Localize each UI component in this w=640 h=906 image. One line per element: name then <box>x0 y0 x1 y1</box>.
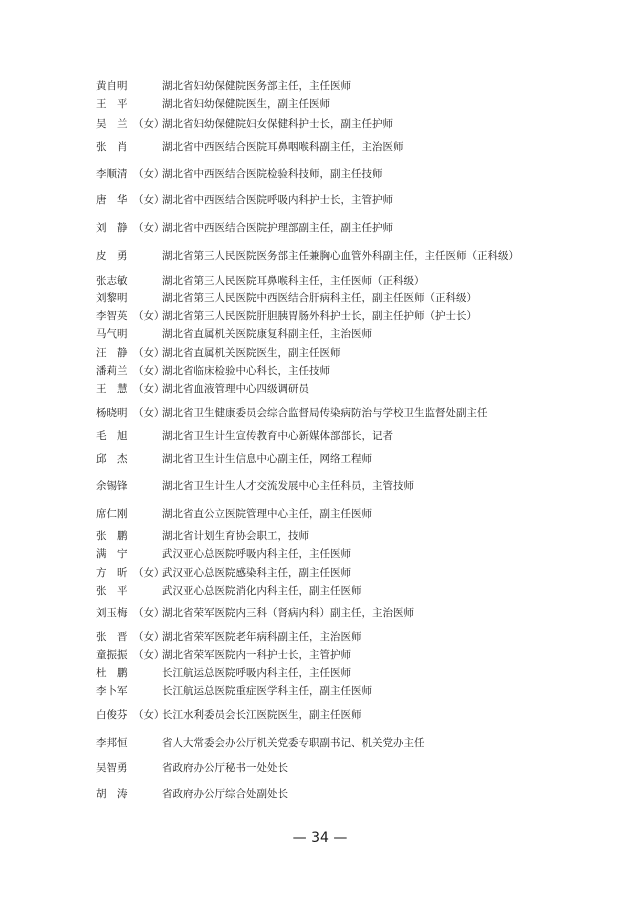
list-item <box>0 564 640 582</box>
person-description: 省政府办公厅综合处副处长 <box>162 788 288 800</box>
list-item <box>0 247 640 265</box>
person-description: 湖北省直属机关医院康复科副主任，主治医师 <box>162 328 372 340</box>
person-description: 武汉亚心总医院消化内科主任，副主任医师 <box>162 585 362 597</box>
person-description: 湖北省血液管理中心四级调研员 <box>162 383 309 395</box>
gender-note: （女） <box>133 347 165 359</box>
list-item <box>0 682 640 700</box>
list-item <box>0 477 640 495</box>
person-name: 王 平 <box>96 98 128 110</box>
gender-note: （女） <box>133 365 165 377</box>
person-description: 湖北省中西医结合医院耳鼻咽喉科副主任，主治医师 <box>162 141 404 153</box>
gender-note: （女） <box>133 310 165 322</box>
person-description: 湖北省妇幼保健院妇女保健科护士长，副主任护师 <box>162 118 393 130</box>
person-name: 童振振 <box>96 649 128 661</box>
person-description: 省政府办公厅秘书一处处长 <box>162 762 288 774</box>
gender-note: （女） <box>133 631 165 643</box>
person-name: 胡 涛 <box>96 788 128 800</box>
person-name: 张 肖 <box>96 141 128 153</box>
person-description: 湖北省中西医结合医院护理部副主任，副主任护师 <box>162 222 393 234</box>
person-name: 刘黎明 <box>96 292 128 304</box>
list-item <box>0 604 640 622</box>
gender-note: （女） <box>133 168 165 180</box>
person-name: 刘 静 <box>96 222 128 234</box>
gender-note: （女） <box>133 118 165 130</box>
person-description: 湖北省卫生健康委员会综合监督局传染病防治与学校卫生监督处副主任 <box>162 407 488 419</box>
person-description: 省人大常委会办公厅机关党委专职副书记、机关党办主任 <box>162 737 425 749</box>
person-description: 湖北省荣军医院内三科（肾病内科）副主任，主治医师 <box>162 607 414 619</box>
list-item <box>0 450 640 468</box>
person-name: 李卜军 <box>96 685 128 697</box>
list-item <box>0 272 640 290</box>
list-item <box>0 785 640 803</box>
person-name: 满 宁 <box>96 548 128 560</box>
person-name: 潘莉兰 <box>96 365 128 377</box>
person-name: 汪 静 <box>96 347 128 359</box>
person-name: 黄自明 <box>96 80 128 92</box>
person-description: 长江水利委员会长江医院医生，副主任医师 <box>162 709 362 721</box>
person-name: 刘玉梅 <box>96 607 128 619</box>
list-item <box>0 427 640 445</box>
person-name: 马气明 <box>96 328 128 340</box>
person-description: 湖北省第三人民医院肝胆胰胃肠外科护士长，副主任护师（护士长） <box>162 310 477 322</box>
person-description: 湖北省荣军医院内一科护士长，主管护师 <box>162 649 351 661</box>
person-name: 张 晋 <box>96 631 128 643</box>
person-description: 武汉亚心总医院呼吸内科主任，主任医师 <box>162 548 351 560</box>
person-name: 皮 勇 <box>96 250 128 262</box>
person-description: 湖北省妇幼保健院医务部主任，主任医师 <box>162 80 351 92</box>
person-description: 长江航运总医院重症医学科主任，副主任医师 <box>162 685 372 697</box>
gender-note: （女） <box>133 567 165 579</box>
list-item <box>0 582 640 600</box>
list-item <box>0 219 640 237</box>
gender-note: （女） <box>133 222 165 234</box>
person-name: 方 昕 <box>96 567 128 579</box>
person-name: 席仁刚 <box>96 508 128 520</box>
list-item <box>0 165 640 183</box>
person-name: 邱 杰 <box>96 453 128 465</box>
person-description: 湖北省计划生育协会职工，技师 <box>162 530 309 542</box>
person-name: 王 慧 <box>96 383 128 395</box>
list-item <box>0 307 640 325</box>
list-item <box>0 115 640 133</box>
person-description: 湖北省荣军医院老年病科副主任，主治医师 <box>162 631 362 643</box>
person-name: 余锡锋 <box>96 480 128 492</box>
person-name: 张 鹏 <box>96 530 128 542</box>
person-description: 湖北省临床检验中心科长，主任技师 <box>162 365 330 377</box>
list-item <box>0 77 640 95</box>
person-description: 湖北省卫生计生宣传教育中心新媒体部部长，记者 <box>162 430 393 442</box>
list-item <box>0 734 640 752</box>
person-name: 杨晓明 <box>96 407 128 419</box>
list-item <box>0 191 640 209</box>
list-item <box>0 628 640 646</box>
gender-note: （女） <box>133 194 165 206</box>
person-name: 李顺清 <box>96 168 128 180</box>
person-name: 李智英 <box>96 310 128 322</box>
person-description: 湖北省直公立医院管理中心主任，副主任医师 <box>162 508 372 520</box>
list-item <box>0 505 640 523</box>
list-item <box>0 95 640 113</box>
person-description: 湖北省第三人民医院医务部主任兼胸心血管外科副主任，主任医师（正科级） <box>162 250 519 262</box>
gender-note: （女） <box>133 407 165 419</box>
person-name: 唐 华 <box>96 194 128 206</box>
list-item <box>0 706 640 724</box>
list-item <box>0 325 640 343</box>
person-name: 白俊芬 <box>96 709 128 721</box>
list-item <box>0 527 640 545</box>
person-name: 张 平 <box>96 585 128 597</box>
page-number: — 34 — <box>292 830 348 846</box>
person-name: 吴 兰 <box>96 118 128 130</box>
person-description: 湖北省直属机关医院医生，副主任医师 <box>162 347 341 359</box>
gender-note: （女） <box>133 383 165 395</box>
list-item <box>0 138 640 156</box>
person-description: 湖北省卫生计生人才交流发展中心主任科员，主管技师 <box>162 480 414 492</box>
person-name: 吴智勇 <box>96 762 128 774</box>
list-item <box>0 404 640 422</box>
person-description: 湖北省第三人民医院耳鼻喉科主任，主任医师（正科级） <box>162 275 425 287</box>
person-name: 李邦恒 <box>96 737 128 749</box>
person-description: 湖北省中西医结合医院呼吸内科护士长，主管护师 <box>162 194 393 206</box>
person-description: 武汉亚心总医院感染科主任，副主任医师 <box>162 567 351 579</box>
list-item <box>0 759 640 777</box>
list-item <box>0 380 640 398</box>
list-item <box>0 289 640 307</box>
gender-note: （女） <box>133 649 165 661</box>
list-item <box>0 362 640 380</box>
person-name: 毛 旭 <box>96 430 128 442</box>
list-item <box>0 344 640 362</box>
person-name: 杜 鹏 <box>96 667 128 679</box>
person-name: 张志敏 <box>96 275 128 287</box>
list-item <box>0 646 640 664</box>
person-description: 湖北省中西医结合医院检验科技师，副主任技师 <box>162 168 383 180</box>
person-description: 湖北省妇幼保健院医生，副主任医师 <box>162 98 330 110</box>
list-item <box>0 545 640 563</box>
person-description: 湖北省卫生计生信息中心副主任，网络工程师 <box>162 453 372 465</box>
gender-note: （女） <box>133 709 165 721</box>
gender-note: （女） <box>133 607 165 619</box>
person-description: 湖北省第三人民医院中西医结合肝病科主任，副主任医师（正科级） <box>162 292 477 304</box>
person-description: 长江航运总医院呼吸内科主任，主任医师 <box>162 667 351 679</box>
list-item <box>0 664 640 682</box>
